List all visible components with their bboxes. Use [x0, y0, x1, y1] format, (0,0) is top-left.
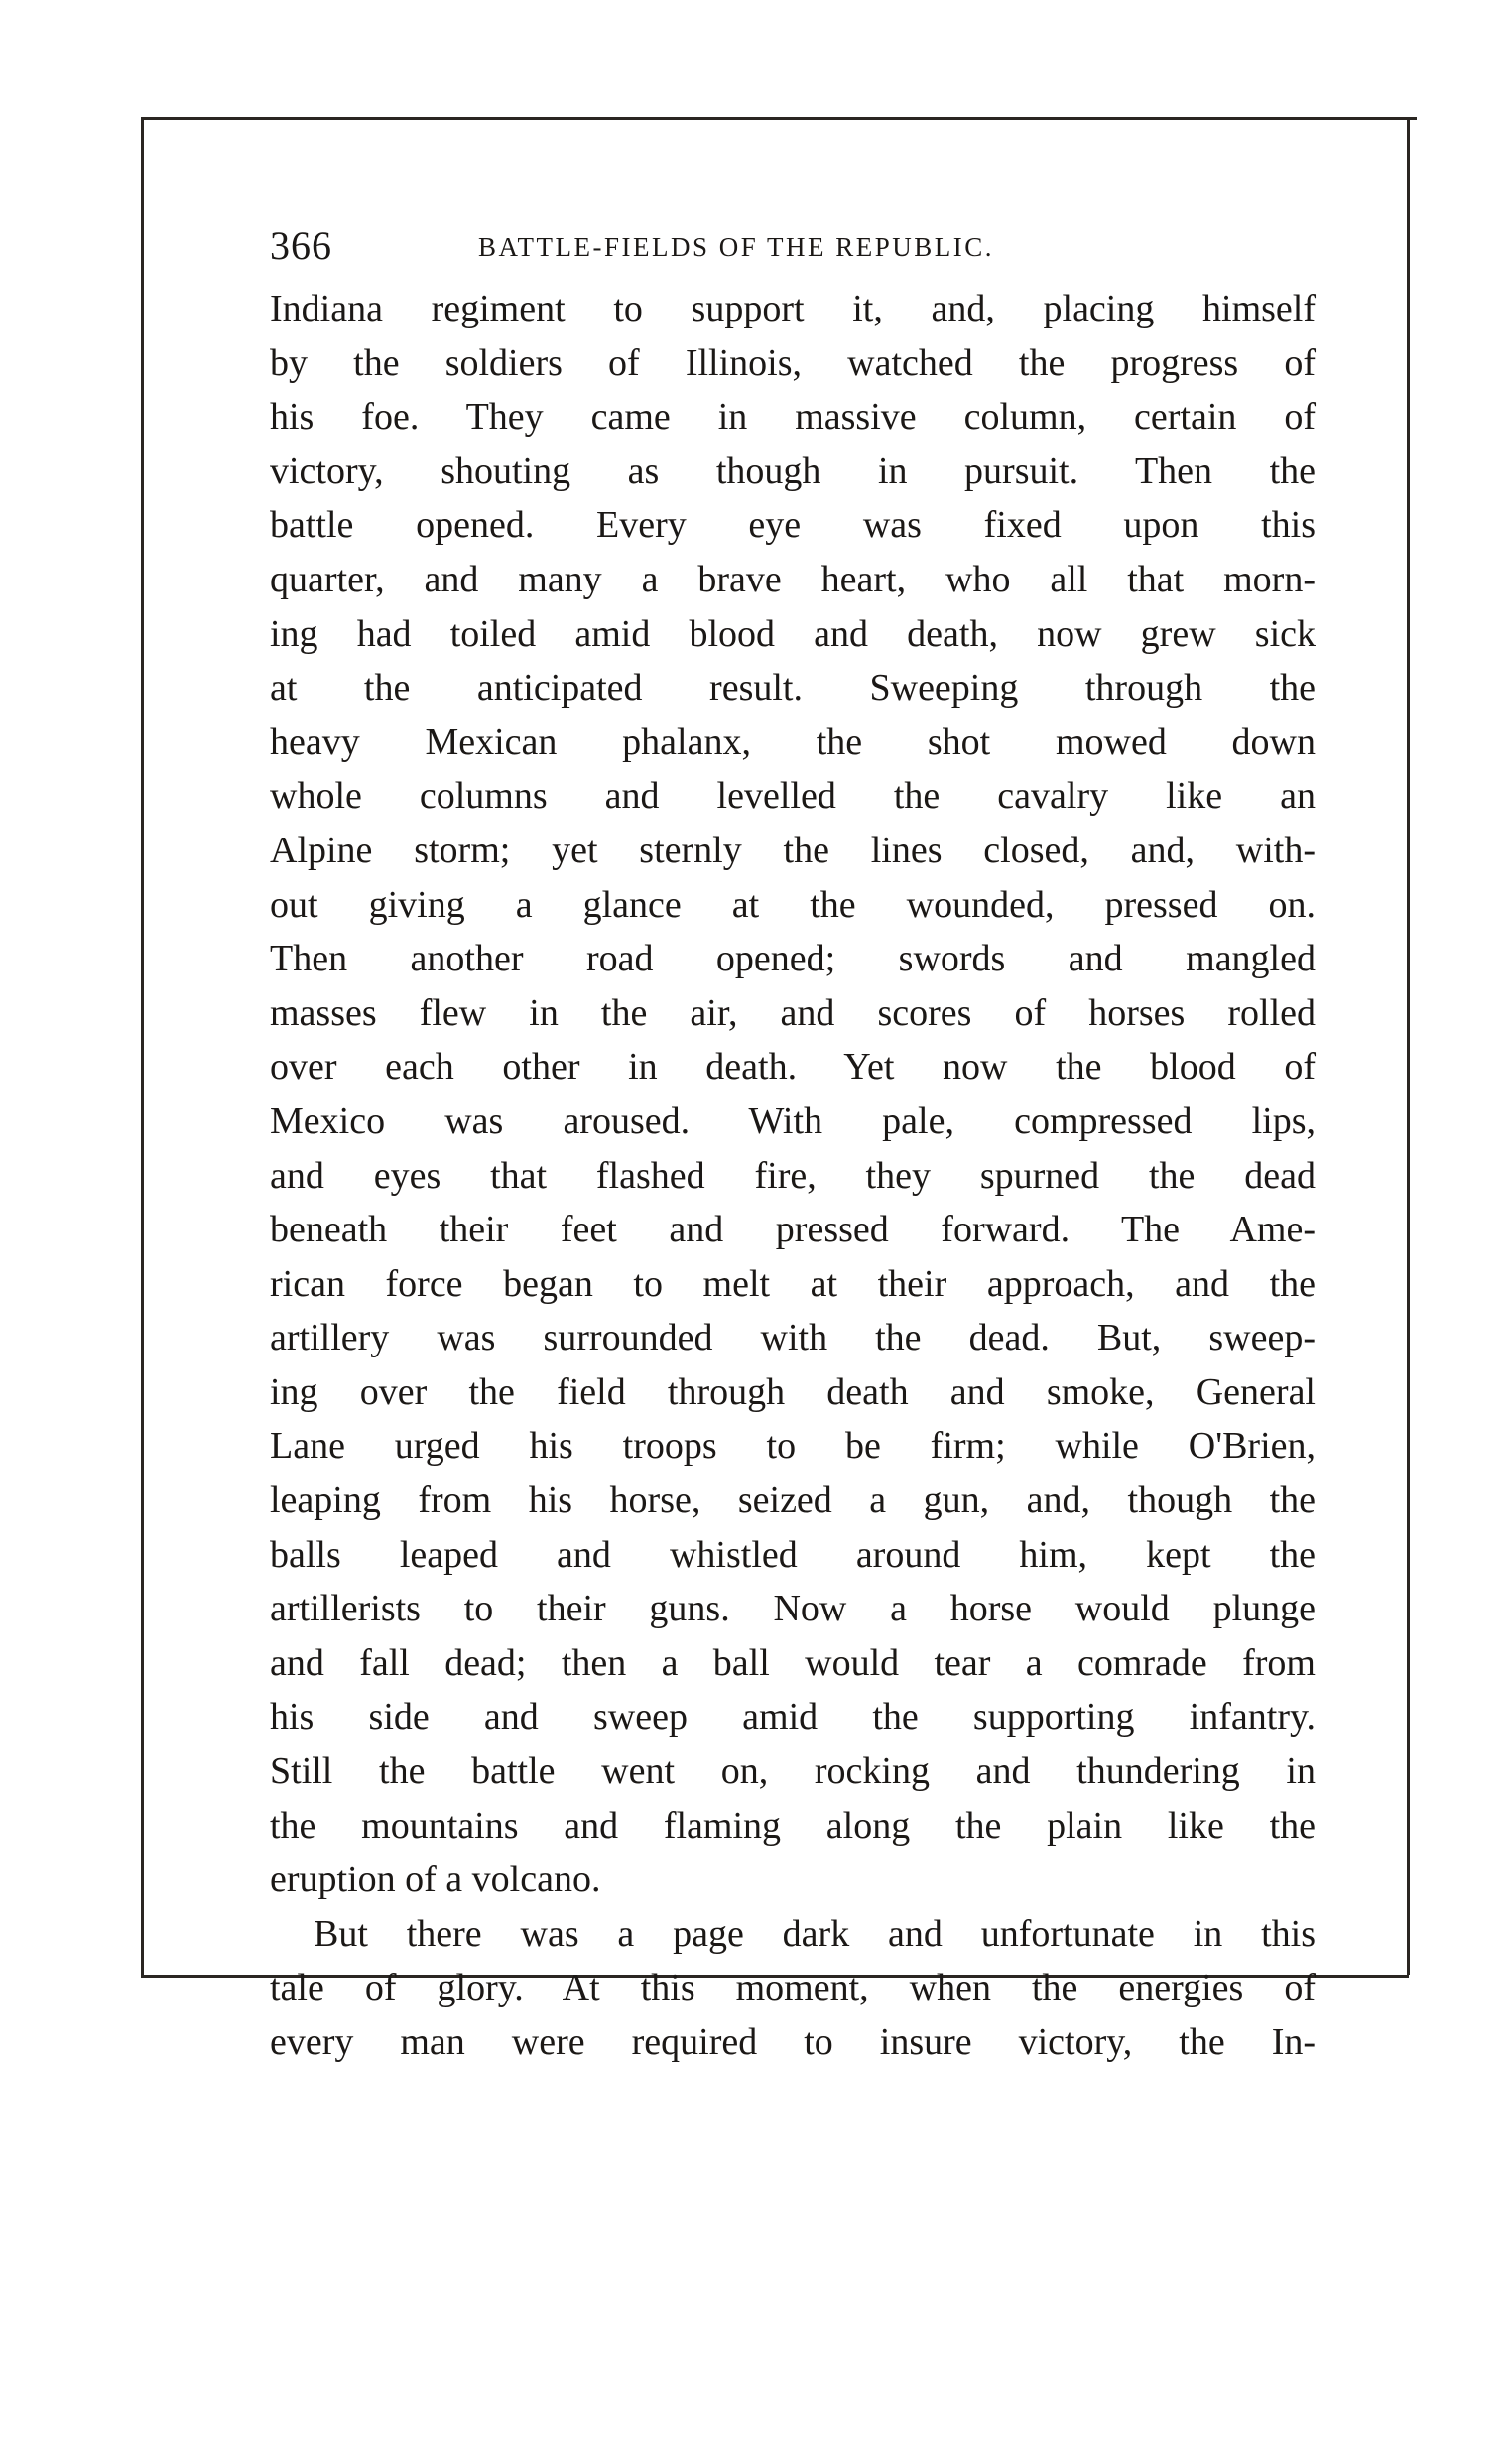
text-line: Mexico was aroused. With pale, compressed lips, [270, 1099, 1316, 1142]
text-line: Then another road opened; swords and mangled [270, 938, 1316, 980]
text-line: Alpine storm; yet sternly the lines closed, and, with- [270, 829, 1316, 871]
text-line: rican force began to melt at their approach, and the [270, 1262, 1316, 1305]
page-frame-right-rule [1407, 117, 1410, 1975]
running-head-title: BATTLE-FIELDS OF THE REPUBLIC. [478, 232, 995, 262]
text-line: his side and sweep amid the supporting infantry. [270, 1696, 1316, 1739]
text-line: over each other in death. Yet now the blood of [270, 1046, 1316, 1089]
text-line: eruption of a volcano. [270, 1859, 601, 1901]
text-line: masses flew in the air, and scores of horses rolled [270, 991, 1316, 1034]
book-page [270, 220, 1316, 2070]
paragraph-2 [270, 1907, 1316, 2070]
text-line: artillerists to their guns. Now a horse would plunge [270, 1588, 1316, 1630]
text-line: tale of glory. At this moment, when the energies of [270, 1967, 1316, 2009]
text-line: Lane urged his troops to be firm; while O'Brien, [270, 1425, 1316, 1468]
text-line: out giving a glance at the wounded, pressed on. [270, 883, 1316, 926]
text-line: the mountains and flaming along the plain like the [270, 1804, 1316, 1847]
text-line: and fall dead; then a ball would tear a comrade from [270, 1641, 1316, 1684]
paragraph-1 [270, 282, 1316, 1907]
text-line: quarter, and many a brave heart, who all that morn- [270, 558, 1316, 600]
text-line: beneath their feet and pressed forward. The Ame- [270, 1209, 1316, 1251]
text-line: his foe. They came in massive column, certain of [270, 396, 1316, 439]
text-line: by the soldiers of Illinois, watched the progress of [270, 341, 1316, 384]
text-line: every man were required to insure victory, the In- [270, 2021, 1316, 2063]
text-line: leaping from his horse, seized a gun, and, though the [270, 1480, 1316, 1522]
text-line: battle opened. Every eye was fixed upon this [270, 504, 1316, 547]
page-number: 366 [270, 223, 332, 268]
text-line: victory, shouting as though in pursuit. Then the [270, 450, 1316, 492]
body-text [270, 282, 1316, 2070]
text-line: whole columns and levelled the cavalry like an [270, 775, 1316, 818]
text-line: Indiana regiment to support it, and, placing himself [270, 288, 1316, 329]
text-line: Still the battle went on, rocking and thundering in [270, 1750, 1316, 1793]
page-frame-left-rule [141, 117, 144, 1975]
text-line: artillery was surrounded with the dead. But, sweep- [270, 1317, 1316, 1359]
page-frame-top-rule [141, 117, 1417, 120]
text-line: at the anticipated result. Sweeping through the [270, 667, 1316, 710]
text-line: heavy Mexican phalanx, the shot mowed down [270, 720, 1316, 763]
text-line: ing had toiled amid blood and death, now grew sick [270, 612, 1316, 655]
text-line: But there was a page dark and unfortunate in this [314, 1912, 1316, 1955]
text-line: ing over the field through death and smoke, General [270, 1370, 1316, 1413]
text-line: balls leaped and whistled around him, kept the [270, 1533, 1316, 1576]
text-line: and eyes that flashed fire, they spurned the dead [270, 1154, 1316, 1197]
running-head [270, 220, 1316, 270]
